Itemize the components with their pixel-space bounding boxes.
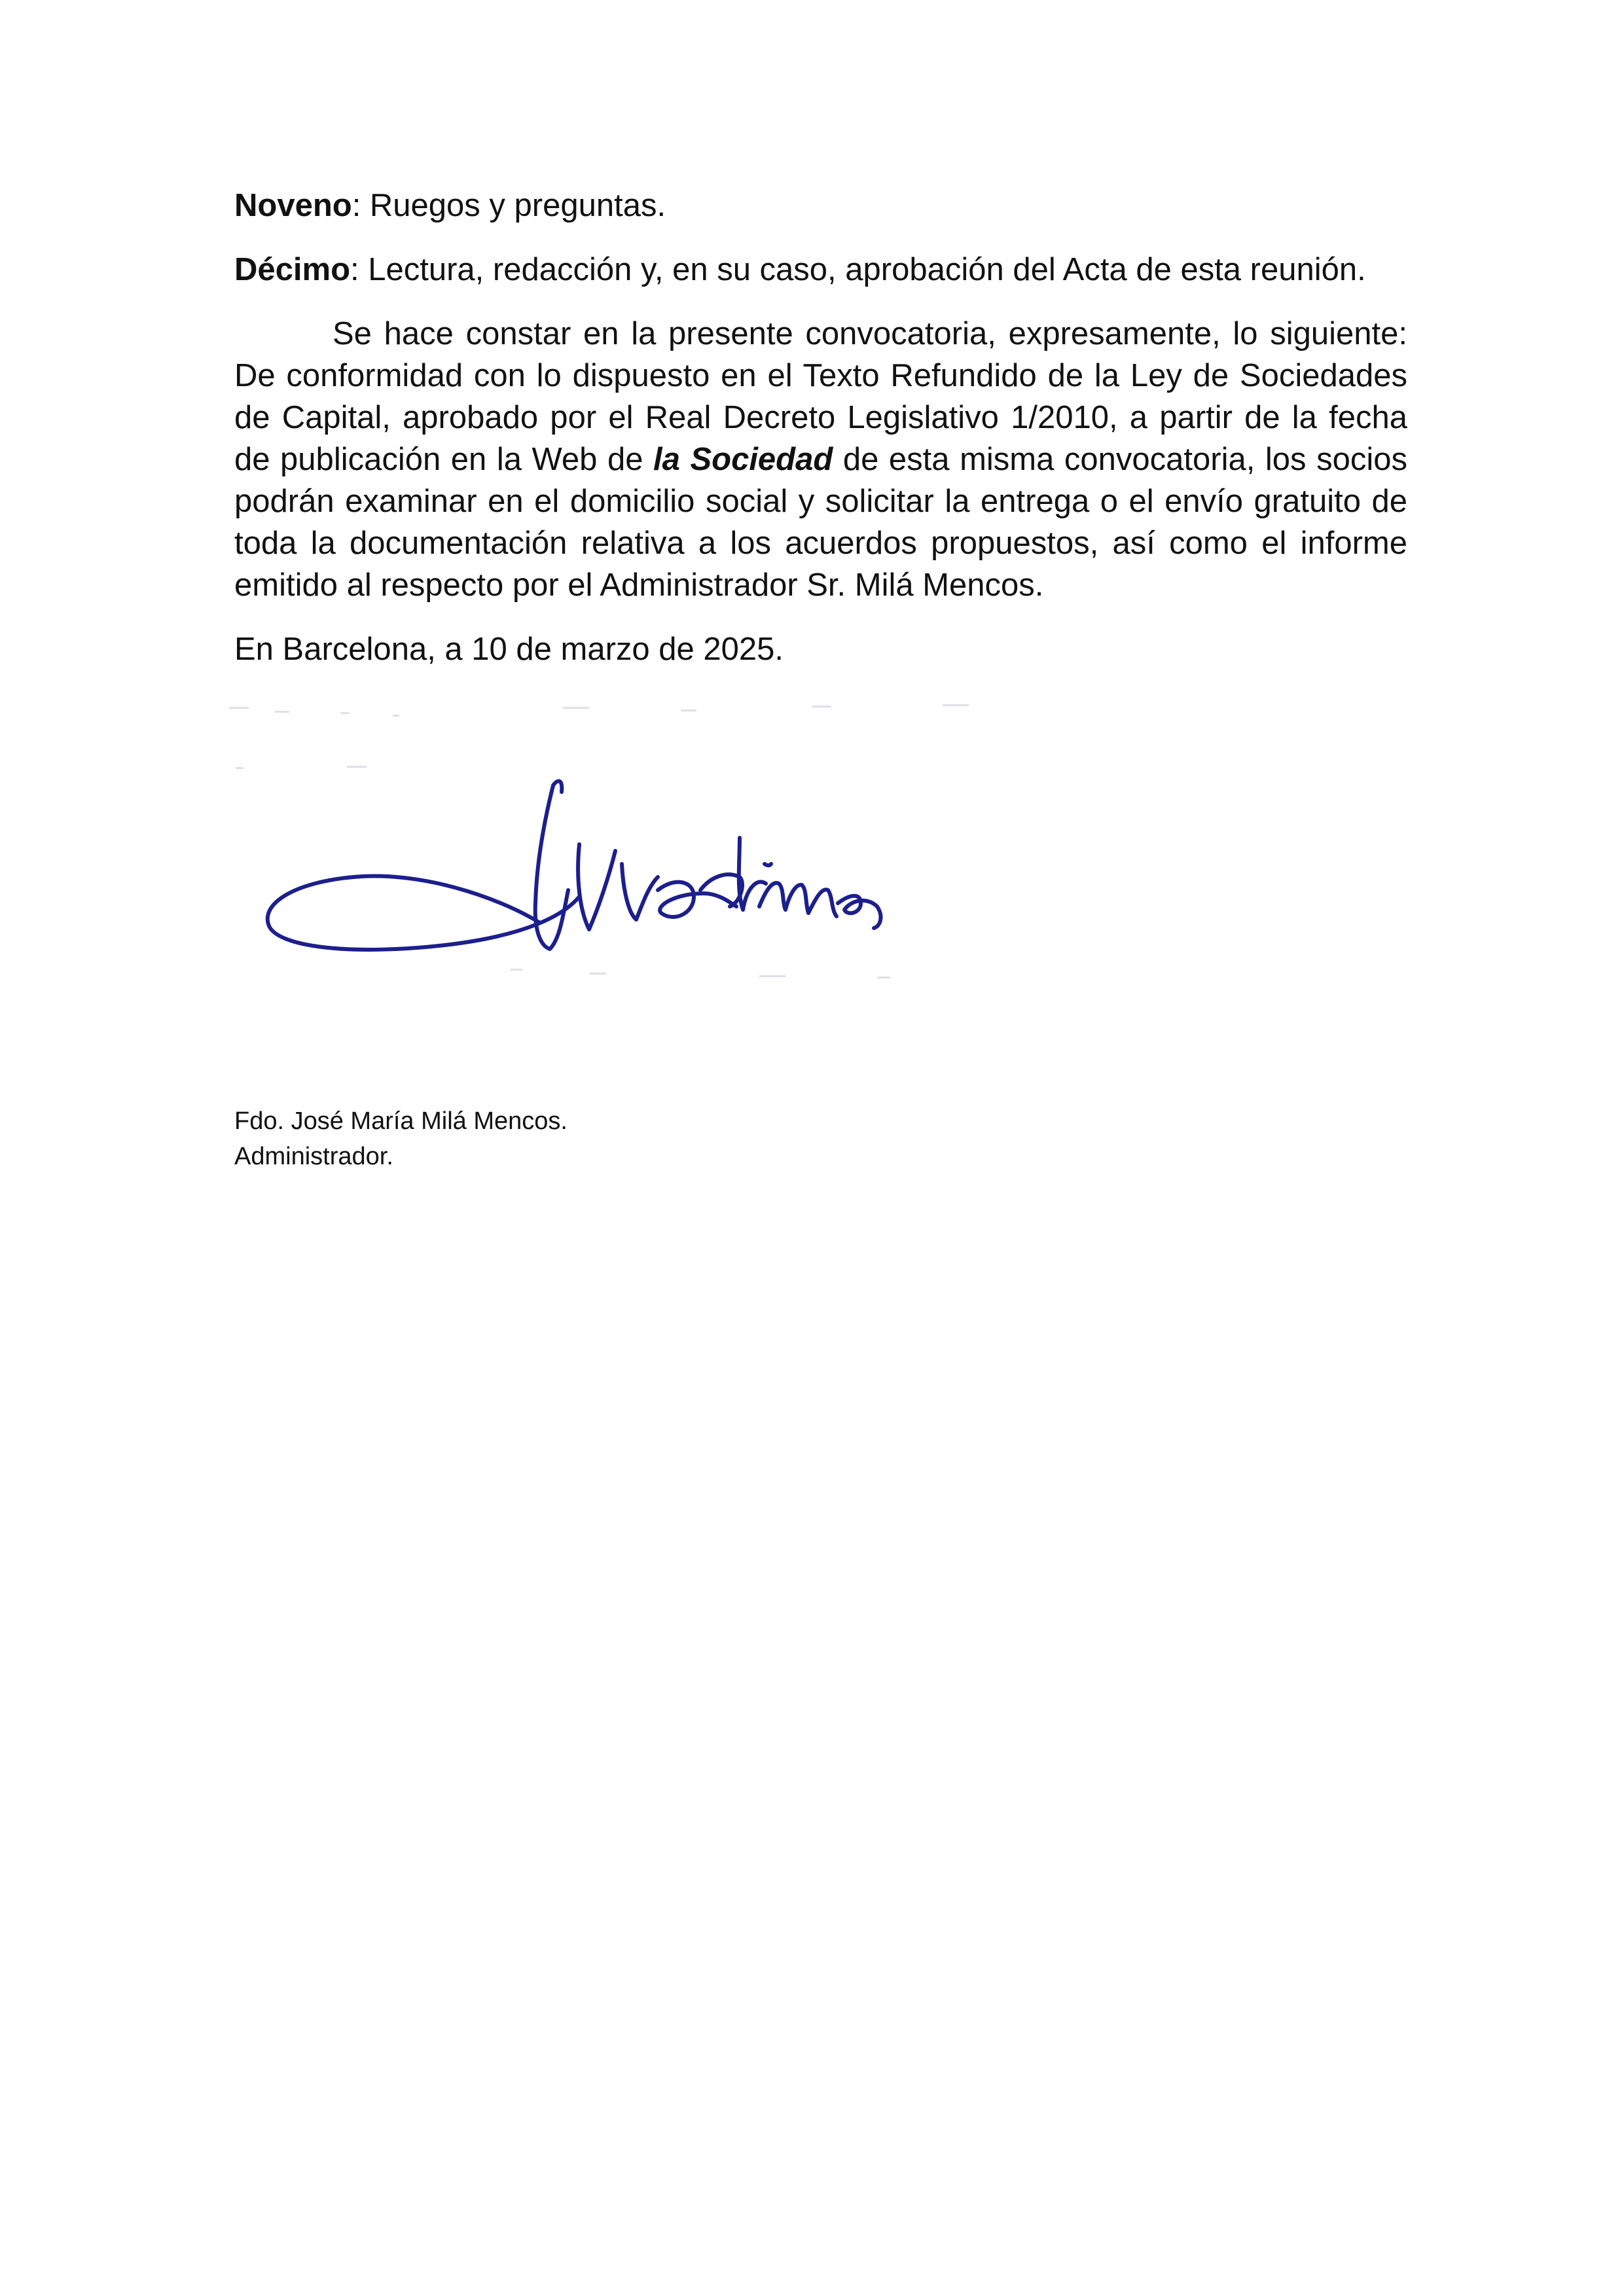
agenda-item-decimo — [234, 249, 1407, 291]
document-body — [234, 185, 1407, 670]
signatory-role: Administrador. — [234, 1143, 393, 1170]
notice-emphasis: la Sociedad — [653, 442, 833, 477]
notice-text-after: de esta misma convocatoria, los socios podrán examinar en el domicilio social y solicitar la entrega o el envío gratuito de toda la documentación relativa a los acuerdos propuestos, así como el informe emitido al respecto por el Administrador Sr. Milá Mencos. — [234, 442, 1407, 603]
agenda-item-noveno — [234, 185, 1407, 226]
handwritten-signature — [223, 681, 1074, 1008]
signature-strokes — [268, 781, 881, 950]
scan-noise — [229, 704, 969, 978]
signature-block — [234, 1103, 568, 1174]
notice-paragraph — [234, 313, 1407, 606]
notice-text-before: Se hace constar en la presente convocatoria, expresamente, lo siguiente: De conformidad con lo dispuesto en el Texto Refundido de la Ley de Sociedades de Capital, aprobado por el Real Decreto Legislativo 1/2010, a partir de la fecha de publicación en la Web de — [234, 316, 1407, 477]
agenda-item-text: : Ruegos y preguntas. — [352, 188, 666, 223]
agenda-item-label: Noveno — [234, 188, 352, 223]
agenda-item-label: Décimo — [234, 252, 351, 287]
agenda-item-text: : Lectura, redacción y, en su caso, aprobación del Acta de esta reunión. — [350, 252, 1366, 287]
signatory-name: Fdo. José María Milá Mencos. — [234, 1107, 568, 1135]
place-date: En Barcelona, a 10 de marzo de 2025. — [234, 632, 784, 667]
